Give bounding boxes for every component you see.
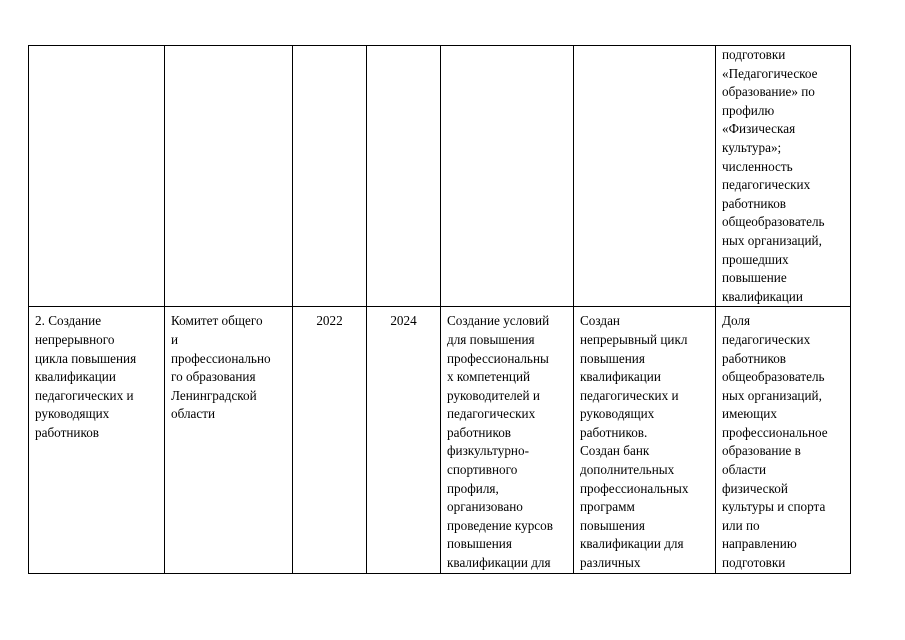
table-cell-indicator: подготовки «Педагогическое образование» по профилю «Физическая культура»; численность педагогических работников общеобразователь ных организаций, прошедших повышение квалификации [716,46,851,307]
table-cell [367,46,441,307]
result-cell: Создан непрерывный цикл повышения квалификации педагогических и руководящих работников. Создан банк дополнительных профессиональных программ повышения квалификации для различных [574,307,716,573]
table-cell [441,46,574,307]
table-cell [574,46,716,307]
responsible-cell: Комитет общего и профессионально го образования Ленинградской области [165,307,293,573]
start-year-cell: 2022 [293,307,367,573]
table-cell [29,46,165,307]
measures-table [28,45,851,574]
table-row [29,307,851,573]
table-cell-indicator: Доля педагогических работников общеобразователь ных организаций, имеющих профессиональное образование в области физической культуры и спорта или по направлению подготовки [716,307,851,573]
end-year-cell: 2024 [367,307,441,573]
table-cell [293,46,367,307]
table-cell [165,46,293,307]
table-row [29,46,851,307]
content-cell: Создание условий для повышения профессиональны х компетенций руководителей и педагогических работников физкультурно- спортивного профиля, организовано проведение курсов повышения квалификации для [441,307,574,573]
measure-name-cell: 2. Создание непрерывного цикла повышения квалификации педагогических и руководящих работников [29,307,165,573]
